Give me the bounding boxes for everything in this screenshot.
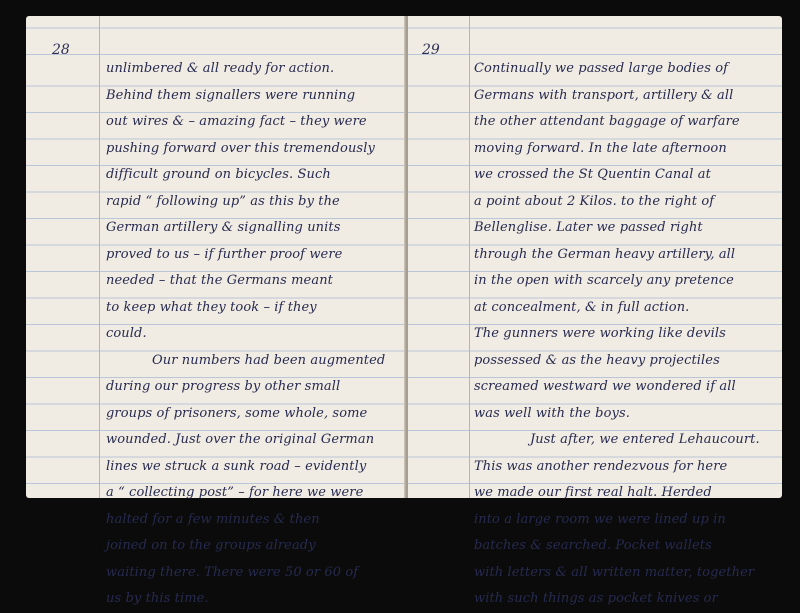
text-line: Bellenglise. Later we passed right <box>474 220 703 235</box>
text-line: difficult ground on bicycles. Such <box>106 167 331 182</box>
text-line: a point about 2 Kilos. to the right of <box>474 193 715 209</box>
text-line: Germans with transport, artillery & all <box>474 87 734 103</box>
text-line: Continually we passed large bodies of <box>474 61 729 76</box>
margin-rule <box>469 16 470 498</box>
text-line: through the German heavy artillery, all <box>474 246 736 262</box>
right-page <box>408 16 782 606</box>
text-line: out wires & – amazing fact – they were <box>106 114 367 129</box>
text-line: we made our first real halt. Herded <box>474 485 712 500</box>
margin-rule <box>99 16 100 498</box>
left-page <box>26 16 406 606</box>
text-line: lines we struck a sunk road – evidently <box>106 458 367 474</box>
text-line: Behind them signallers were running <box>106 87 356 103</box>
text-line: waiting there. There were 50 or 60 of <box>106 564 359 580</box>
text-line: could. <box>106 326 147 341</box>
text-line: halted for a few minutes & then <box>106 511 320 527</box>
text-line: to keep what they took – if they <box>106 299 317 315</box>
text-line: in the open with scarcely any pretence <box>474 273 734 288</box>
text-line: screamed westward we wondered if all <box>474 379 736 394</box>
text-line: pushing forward over this tremendously <box>106 140 375 156</box>
text-line: with letters & all written matter, together <box>474 564 755 580</box>
text-line: at concealment, & in full action. <box>474 299 690 315</box>
text-line: Our numbers had been augmented <box>152 352 386 368</box>
text-line: the other attendant baggage of warfare <box>474 114 740 129</box>
text-line: unlimbered & all ready for action. <box>106 61 335 76</box>
text-line: moving forward. In the late afternoon <box>474 140 727 156</box>
text-line: during our progress by other small <box>106 379 341 394</box>
text-line: possessed & as the heavy projectiles <box>474 352 720 368</box>
text-line: with such things as pocket knives or <box>474 591 718 606</box>
text-line: Just after, we entered Lehaucourt. <box>530 432 760 447</box>
handwritten-text <box>106 56 402 613</box>
text-line: was well with the boys. <box>474 405 630 421</box>
text-line: us by this time. <box>106 591 209 606</box>
text-line: groups of prisoners, some whole, some <box>106 405 368 421</box>
text-line: a “ collecting post” – for here we were <box>106 485 364 500</box>
text-line: German artillery & signalling units <box>106 220 341 235</box>
text-line: The gunners were working like devils <box>474 326 726 341</box>
text-line: into a large room we were lined up in <box>474 511 726 527</box>
text-line: we crossed the St Quentin Canal at <box>474 167 711 182</box>
page-number: 28 <box>52 42 70 58</box>
text-line: rapid “ following up” as this by the <box>106 193 340 209</box>
text-line: batches & searched. Pocket wallets <box>474 538 712 553</box>
page-number: 29 <box>422 42 440 58</box>
text-line: joined on to the groups already <box>106 538 316 553</box>
text-line: wounded. Just over the original German <box>106 432 375 447</box>
open-notebook <box>26 16 782 606</box>
text-line: needed – that the Germans meant <box>106 273 334 288</box>
text-line: proved to us – if further proof were <box>106 246 343 262</box>
handwritten-text <box>474 56 780 613</box>
text-line: This was another rendezvous for here <box>474 458 728 474</box>
